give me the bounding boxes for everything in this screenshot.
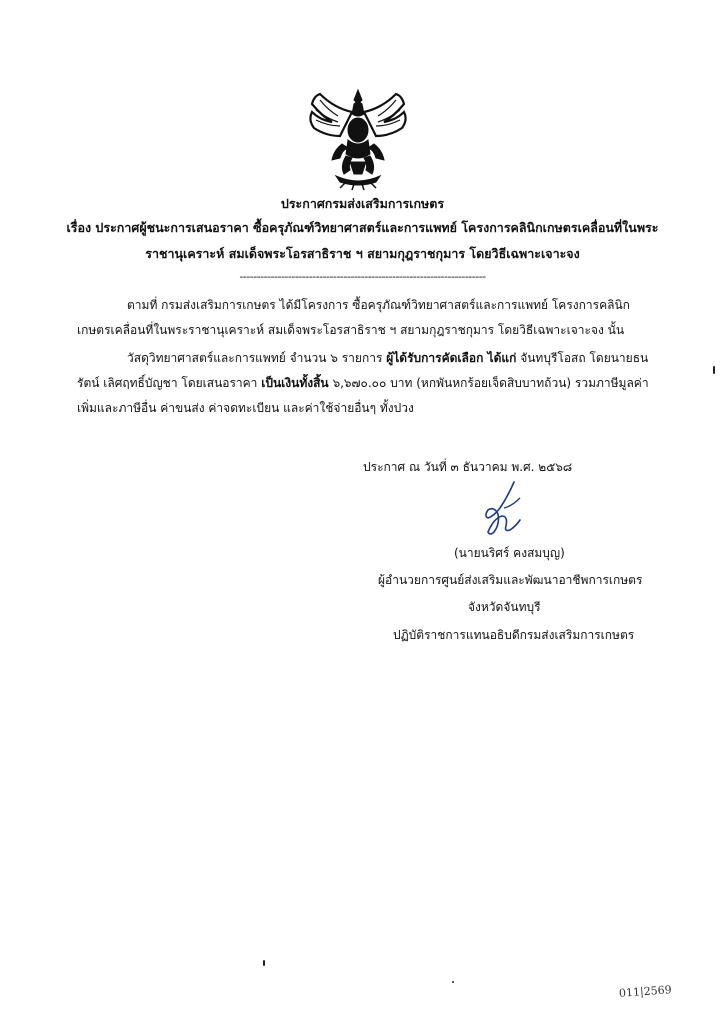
scan-speck [713,366,715,374]
handwritten-reference-number: 011|2569 [618,983,673,1000]
scan-speck [452,981,454,983]
handwritten-signature [470,478,540,548]
body-line-1: ตามที่ กรมส่งเสริมการเกษตร ได้มีโครงการ ซื้อครุภัณฑ์วิทยาศาสตร์และการแพทย์ โครงการคลินิก [127,298,630,312]
body-line-4-bold: เป็นเงินทั้งสิ้น [261,376,329,390]
signatory-name: (นายนริศร์ คงสมบุญ) [454,546,565,560]
announcement-subject-line2: ราชานุเคราะห์ สมเด็จพระโอรสาธิราช ฯ สยามกุฎราชกุมาร โดยวิธีเฉพาะเจาะจง [145,246,580,261]
scan-speck [263,960,265,966]
signatory-position-1: ผู้อำนวยการศูนย์ส่งเสริมและพัฒนาอาชีพการเกษตร [378,573,643,587]
announcement-subject-line1: เรื่อง ประกาศผู้ชนะการเสนอราคา ซื้อครุภัณฑ์วิทยาศาสตร์และการแพทย์ โครงการคลินิกเกษตรเคลื่อนที่ในพระ [66,220,659,235]
separator-line: ----------------------------------------------------------------------- [239,270,486,283]
signatory-position-3: ปฏิบัติราชการแทนอธิบดีกรมส่งเสริมการเกษตร [393,628,635,642]
garuda-emblem [306,86,410,192]
body-line-4-text: รัตน์ เลิศฤทธิ์บัญชา โดยเสนอราคา [77,376,258,390]
signatory-position-2: จังหวัดจันทบุรี [468,600,541,614]
body-line-4 [77,374,649,393]
body-line-3-text: วัสดุวิทยาศาสตร์และการแพทย์ จำนวน ๖ รายการ [127,351,383,365]
body-line-5: เพิ่มและภาษีอื่น ค่าขนส่ง ค่าจดทะเบียน และค่าใช้จ่ายอื่นๆ ทั้งปวง [77,401,414,415]
body-line-2: เกษตรเคลื่อนที่ในพระราชานุเคราะห์ สมเด็จพระโอรสาธิราช ฯ สยามกุฎราชกุมาร โดยวิธีเฉพาะเจาะจง นั้น [77,323,625,337]
announcement-agency: ประกาศกรมส่งเสริมการเกษตร [280,196,445,211]
body-line-4-end: ๖,๖๗๐.๐๐ บาท (หกพันหกร้อยเจ็ดสิบบาทถ้วน) รวมภาษีมูลค่า [332,376,649,390]
body-line-3-bold: ผู้ได้รับการคัดเลือก ได้แก่ [386,351,517,365]
announcement-date: ประกาศ ณ วันที่ ๓ ธันวาคม พ.ศ. ๒๕๖๘ [363,460,573,474]
body-line-3-end: จันทบุรีโอสถ โดยนายธน [520,351,649,365]
body-line-3 [127,349,648,368]
